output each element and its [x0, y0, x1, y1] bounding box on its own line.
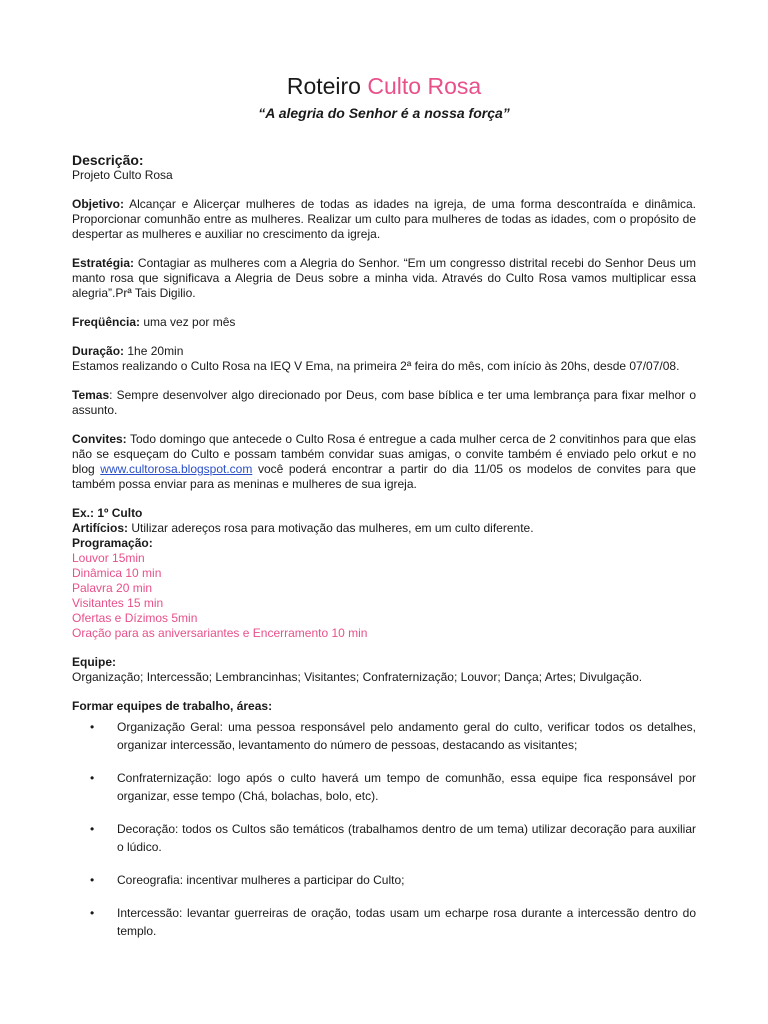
list-item-text: Decoração: todos os Cultos são temáticos (trabalhamos dentro de um tema) utilizar decoração para auxiliar o lúdico.: [117, 822, 696, 854]
frequencia-label: Freqüência:: [72, 315, 141, 329]
programacao-item: Oração para as aniversariantes e Encerramento 10 min: [72, 626, 368, 640]
bullet-icon: •: [90, 873, 95, 887]
list-item: [72, 718, 696, 754]
artificios-text: Utilizar adereços rosa para motivação das mulheres, em um culto diferente.: [131, 521, 534, 535]
objetivo-label: Objetivo:: [72, 197, 125, 211]
equipe-text: Organização; Intercessão; Lembrancinhas; Visitantes; Confraternização; Louvor; Dança; Artes; Divulgação.: [72, 670, 643, 684]
exemplo-block: [72, 506, 696, 641]
equipes-list: [72, 718, 696, 940]
list-item: [72, 904, 696, 940]
convites-text-after: você poderá encontrar a partir do dia 11/05 os modelos de convites para que também possa enviar para as meninas e mulheres de sua igreja.: [72, 462, 696, 491]
programacao-label: Programação:: [72, 536, 153, 550]
page-title: [72, 72, 696, 100]
duracao-detail: Estamos realizando o Culto Rosa na IEQ V Ema, na primeira 2ª feira do mês, com início às 20hs, desde 07/07/08.: [72, 359, 680, 373]
title-accent: Culto Rosa: [367, 73, 482, 99]
estrategia-label: Estratégia:: [72, 256, 135, 270]
estrategia-paragraph: [72, 256, 696, 301]
page-subtitle: “A alegria do Senhor é a nossa força”: [258, 105, 510, 121]
programacao-item: Ofertas e Dízimos 5min: [72, 611, 198, 625]
list-item-text: Organização Geral: uma pessoa responsável pelo andamento geral do culto, verificar todos os detalhes, organizar intercessão, levantamento do número de pessoas, destacando as visitantes;: [117, 720, 696, 752]
frequencia-paragraph: [72, 315, 696, 330]
equipe-label: Equipe:: [72, 655, 116, 669]
list-item: [72, 769, 696, 805]
bullet-icon: •: [90, 771, 95, 785]
list-item: [72, 820, 696, 856]
convites-text-before: Todo domingo que antecede o Culto Rosa é entregue a cada mulher cerca de 2 convitinhos para que elas não se esqueçam do Culto e possam também convidar suas amigas, o convite também é enviado pelo orkut e no blog: [72, 432, 696, 476]
equipe-block: [72, 655, 696, 685]
duracao-label: Duração:: [72, 344, 125, 358]
programacao-item: Dinâmica 10 min: [72, 566, 162, 580]
convites-label: Convites:: [72, 432, 127, 446]
artificios-label: Artifícios:: [72, 521, 129, 535]
objetivo-paragraph: [72, 197, 696, 242]
frequencia-text: uma vez por mês: [143, 315, 236, 329]
blog-link[interactable]: www.cultorosa.blogspot.com: [100, 462, 253, 476]
exemplo-heading: Ex.: 1º Culto: [72, 506, 143, 520]
convites-paragraph: [72, 432, 696, 492]
objetivo-text: Alcançar e Alicerçar mulheres de todas as idades na igreja, de uma forma descontraída e dinâmica. Proporcionar comunhão entre as mulheres. Realizar um culto para mulheres de todas as idades, com o propósito de despertar as mulheres e auxiliar no crescimento da igreja.: [72, 197, 697, 241]
temas-paragraph: [72, 388, 696, 418]
list-item-text: Confraternização: logo após o culto haverá um tempo de comunhão, essa equipe fica responsável por organizar, esse tempo (Chá, bolachas, bolo, etc).: [117, 771, 696, 803]
title-plain: Roteiro: [286, 73, 361, 99]
list-item: [72, 871, 696, 889]
temas-text: : Sempre desenvolver algo direcionado por Deus, com base bíblica e ter uma lembrança para fixar melhor o assunto.: [72, 388, 696, 417]
programacao-item: Palavra 20 min: [72, 581, 153, 595]
bullet-icon: •: [90, 822, 95, 836]
list-item-text: Intercessão: levantar guerreiras de oração, todas usam um echarpe rosa durante a intercessão dentro do templo.: [117, 906, 696, 938]
equipes-trabalho-label: Formar equipes de trabalho, áreas:: [72, 699, 273, 713]
descricao-heading: Descrição:: [72, 152, 144, 168]
bullet-icon: •: [90, 906, 95, 920]
programacao-item: Visitantes 15 min: [72, 596, 164, 610]
descricao-text: Projeto Culto Rosa: [72, 168, 173, 182]
duracao-text: 1he 20min: [127, 344, 184, 358]
temas-label: Temas: [72, 388, 110, 402]
equipes-trabalho-block: [72, 699, 696, 940]
list-item-text: Coreografia: incentivar mulheres a participar do Culto;: [117, 873, 405, 887]
programacao-item: Louvor 15min: [72, 551, 145, 565]
bullet-icon: •: [90, 720, 95, 734]
estrategia-text: Contagiar as mulheres com a Alegria do Senhor. “Em um congresso distrital recebi do Senhor Deus um manto rosa que significava a Alegria de Deus sobre a minha vida. Através do Culto Rosa vamos multiplicar essa alegria”.Prª Tais Digilio.: [72, 256, 696, 300]
duracao-paragraph: [72, 344, 696, 374]
